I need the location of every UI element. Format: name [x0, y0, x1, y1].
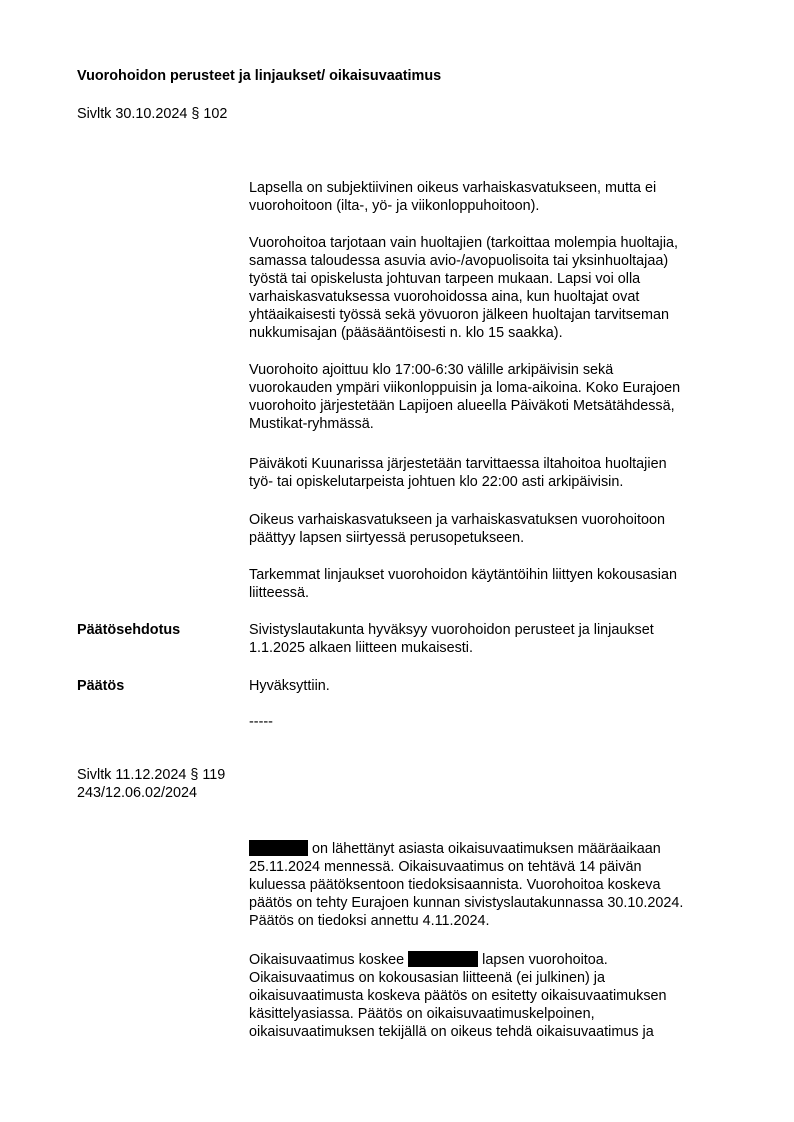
section1-body: [249, 361, 749, 433]
section2-body: [249, 951, 749, 1041]
paragraph: on lähettänyt asiasta oikaisuvaatimuksen määräaikaan 25.11.2024 mennessä. Oikaisuvaatimus on tehtävä 14 päivän kuluessa päätöksentoon tiedoksisaannista. Vuorohoitoa koskeva päätös on tehty Eurajoen kunnan sivistyslautakunnassa 30.10.2024. Päätös on tiedoksi annettu 4.11.2024.: [249, 841, 684, 929]
meeting-reference: Sivltk 30.10.2024 § 102: [77, 106, 228, 122]
paragraph: Lapsella on subjektiivinen oikeus varhaiskasvatukseen, mutta ei vuorohoitoon (ilta-, yö- ja viikonloppuhoitoon).: [249, 180, 657, 214]
paragraph: Oikeus varhaiskasvatukseen ja varhaiskasvatuksen vuorohoitoon päättyy lapsen siirtyessä perusopetukseen.: [249, 512, 665, 546]
redacted-name: [408, 951, 478, 967]
section2-body: [249, 840, 749, 930]
decision-text: Hyväksyttiin.: [249, 678, 330, 694]
section1-body: [249, 179, 749, 215]
section1-body: [249, 234, 749, 342]
paragraph: Tarkemmat linjaukset vuorohoidon käytäntöihin liittyen kokousasian liitteessä.: [249, 567, 677, 601]
paragraph: Vuorohoito ajoittuu klo 17:00-6:30 välille arkipäivisin sekä vuorokauden ympäri viikonloppuisin ja loma-aikoina. Koko Eurajoen vuorohoito järjestetään Lapijoen alueella Päiväkoti Metsätähdessä, Mustikat-ryhmässä.: [249, 362, 681, 432]
decision-label: Päätös: [77, 678, 125, 694]
section1-body: [249, 511, 749, 547]
paragraph: Vuorohoitoa tarjotaan vain huoltajien (tarkoittaa molempia huoltajia, samassa taloudessa asuvia avio-/avopuolisoita tai yksinhuoltajaa) työstä tai opiskelusta johtuvan tarpeen mukaan. Lapsi voi olla varhaiskasvatuksessa vuorohoidossa aina, kun huoltajat ovat yhtäaikaisesti työssä sekä yövuoron jälkeen huoltajan tarvitseman nukkumisajan (pääsääntöisesti n. klo 15 saakka).: [249, 235, 679, 341]
meeting-reference-2: Sivltk 11.12.2024 § 119 243/12.06.02/2024: [77, 767, 226, 801]
paragraph: Oikaisuvaatimus koskee lapsen vuorohoitoa. Oikaisuvaatimus on kokousasian liitteenä (ei julkinen) ja oikaisuvaatimusta koskeva päätös on esitetty oikaisuvaatimuksen käsittelyasiassa. Päätös on oikaisuvaatimuskelpoinen, oikaisuvaatimuksen tekijällä on oikeus tehdä oikaisuvaatimus ja: [249, 952, 667, 1040]
proposal-label: Päätösehdotus: [77, 622, 181, 638]
document-title: Vuorohoidon perusteet ja linjaukset/ oikaisuvaatimus: [77, 68, 442, 84]
section1-body: [249, 566, 749, 602]
separator: -----: [249, 714, 273, 730]
proposal-text: Sivistyslautakunta hyväksyy vuorohoidon perusteet ja linjaukset 1.1.2025 alkaen liitteen mukaisesti.: [249, 622, 654, 656]
paragraph: Päiväkoti Kuunarissa järjestetään tarvittaessa iltahoitoa huoltajien työ- tai opiskelutarpeista johtuen klo 22:00 asti arkipäivisin.: [249, 456, 667, 490]
section1-body: [249, 455, 749, 491]
redacted-name: [249, 840, 308, 856]
